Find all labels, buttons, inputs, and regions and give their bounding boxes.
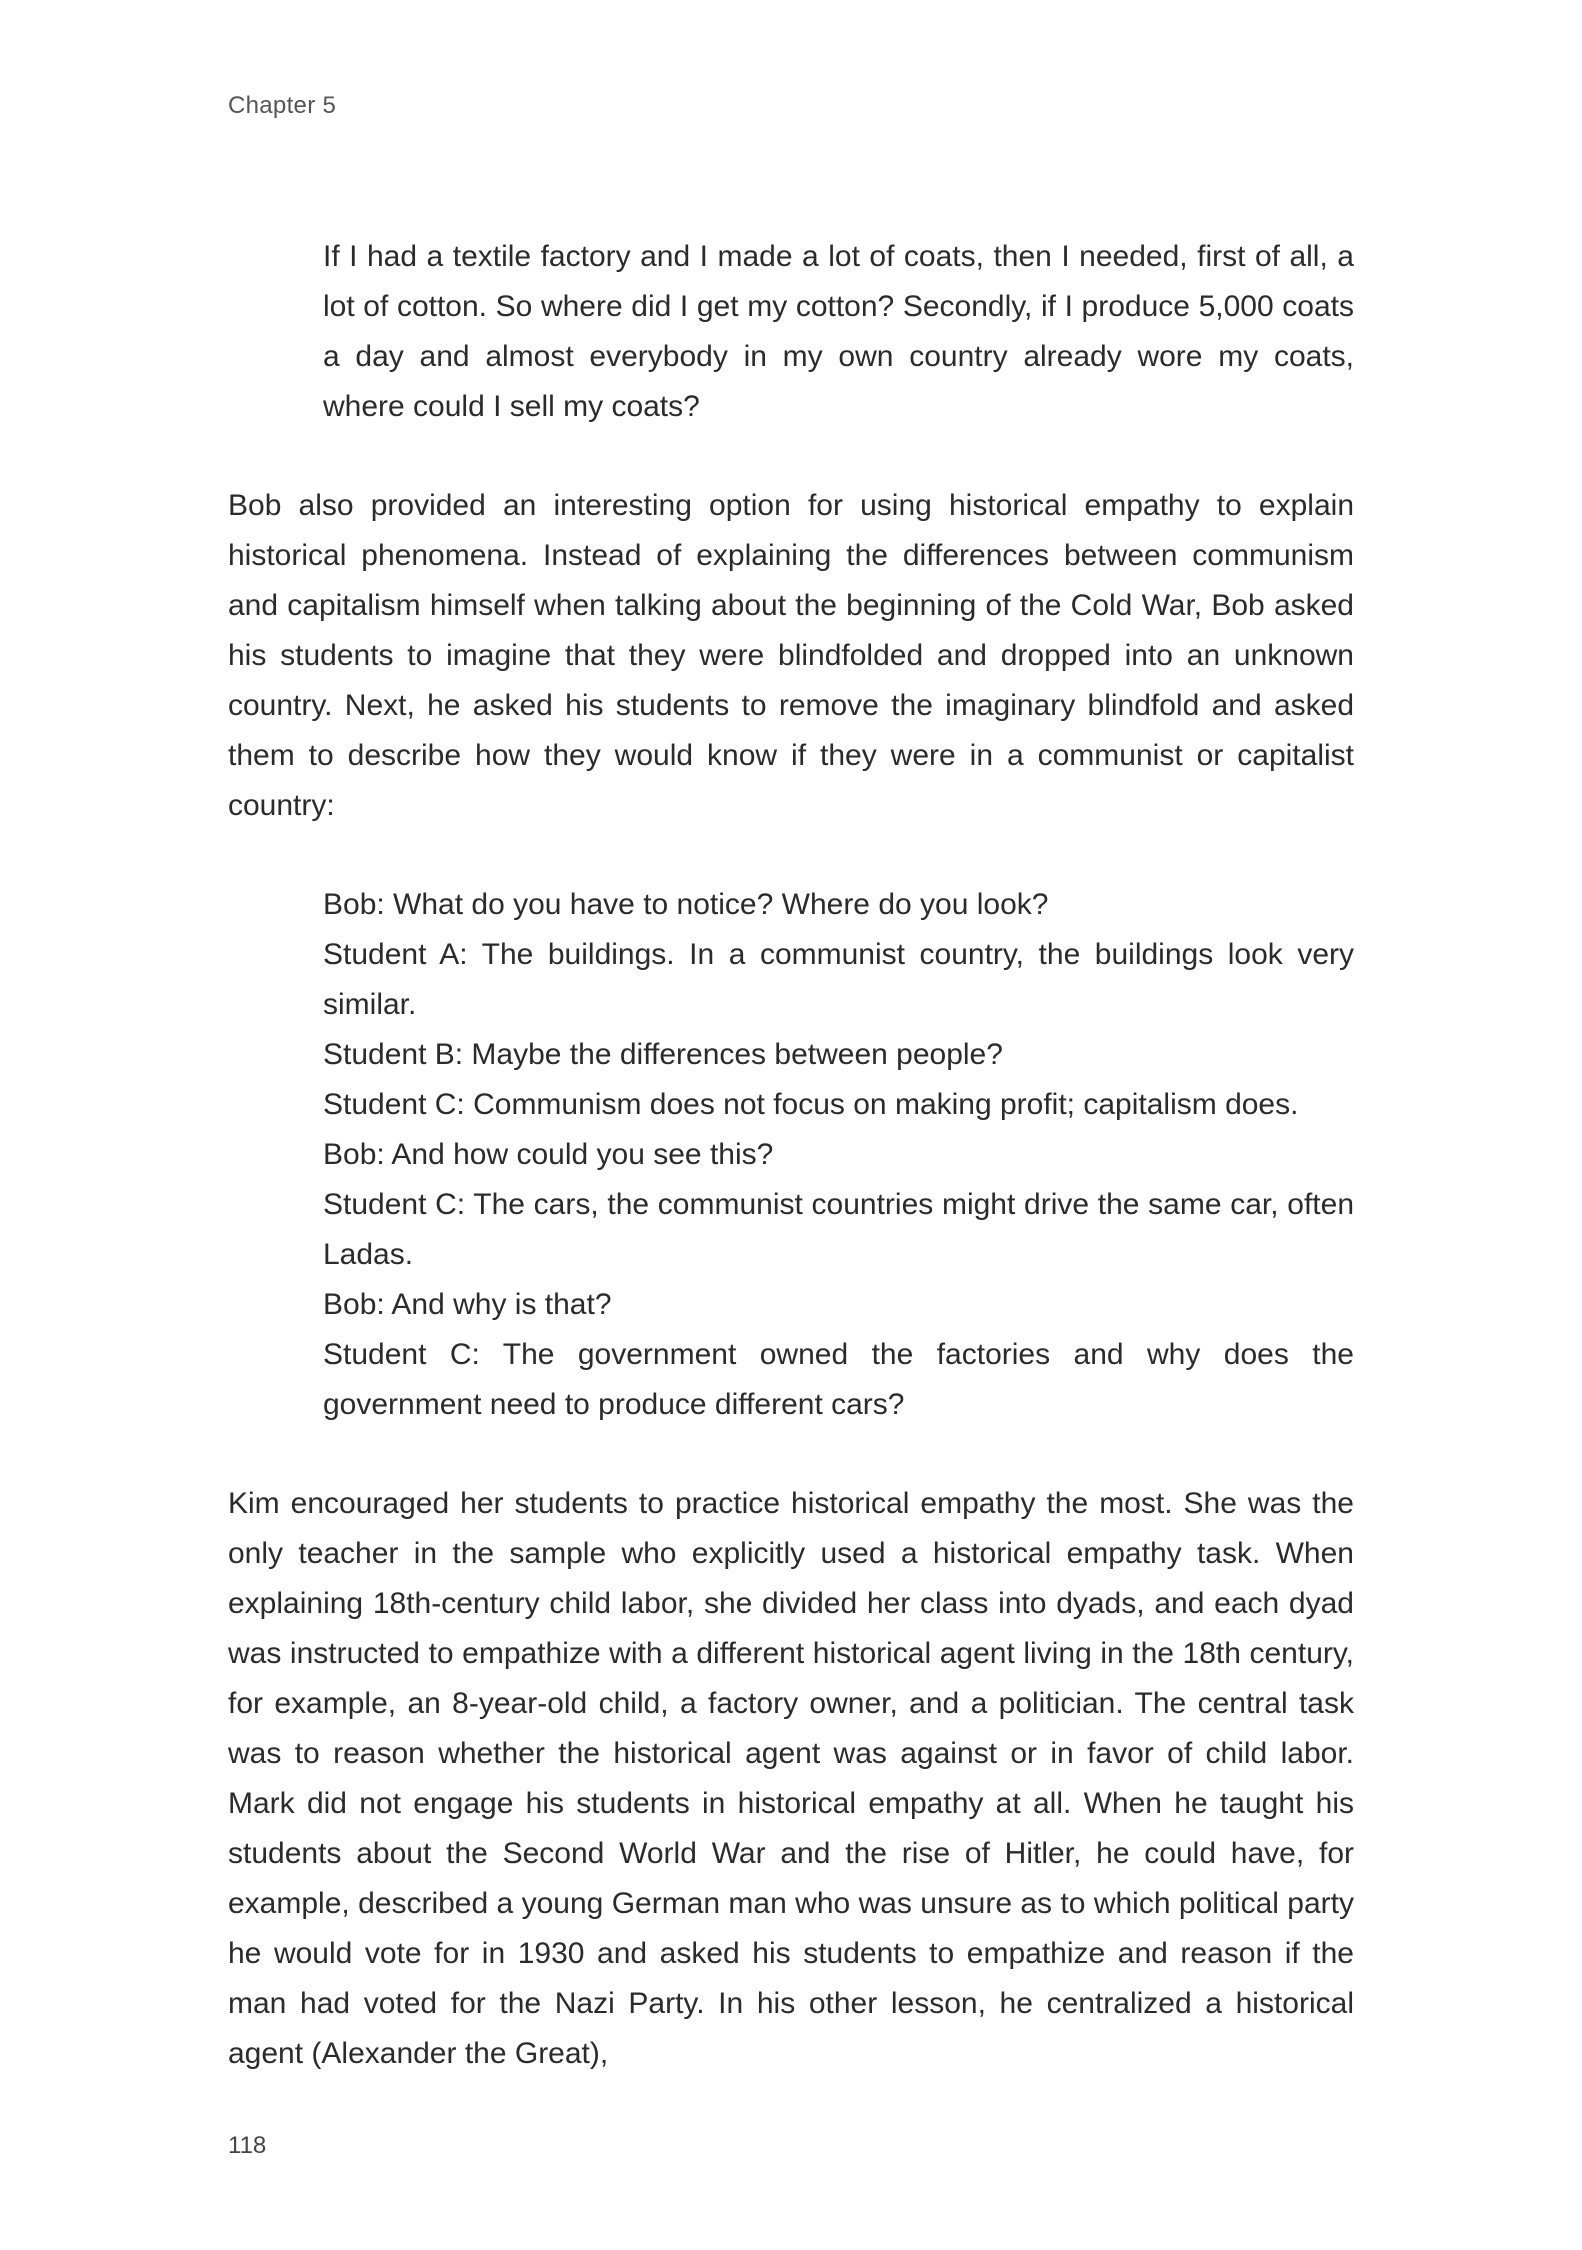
quote-text: If I had a textile factory and I made a lot of coats, then I needed, first of all, a lot of cotton. So where did I get my cotton? Secondly, if I produce 5,000 coats a day and almost everybody in my own country already wore my coats, where could I sell my coats? [323,240,1354,423]
page-number: 118 [228,2132,267,2159]
dialogue-block [323,880,1354,1430]
dialogue-line: Bob: And how could you see this? [323,1138,774,1171]
dialogue-line: Student C: Communism does not focus on making profit; capitalism does. [323,1088,1299,1121]
dialogue-line: Student C: The government owned the factories and why does the government need to produce different cars? [323,1338,1354,1421]
dialogue-line: Bob: What do you have to notice? Where do you look? [323,888,1049,921]
dialogue-line: Bob: And why is that? [323,1288,612,1321]
running-header: Chapter 5 [228,92,337,119]
dialogue-line: Student A: The buildings. In a communist country, the buildings look very similar. [323,938,1354,1021]
main-content [228,232,1354,2079]
dialogue-line: Student C: The cars, the communist countries might drive the same car, often Ladas. [323,1188,1354,1271]
dialogue-line: Student B: Maybe the differences between people? [323,1038,1003,1071]
body-paragraph: Bob also provided an interesting option for using historical empathy to explain historical phenomena. Instead of explaining the differences between communism and capitalism himself when talking about the beginning of the Cold War, Bob asked his students to imagine that they were blindfolded and dropped into an unknown country. Next, he asked his students to remove the imaginary blindfold and asked them to describe how they would know if they were in a communist or capitalist country: [228,489,1354,822]
block-quote [323,232,1354,432]
body-paragraph: Kim encouraged her students to practice historical empathy the most. She was the only teacher in the sample who explicitly used a historical empathy task. When explaining 18th-century child labor, she divided her class into dyads, and each dyad was instructed to empathize with a different historical agent living in the 18th century, for example, an 8-year-old child, a factory owner, and a politician. The central task was to reason whether the historical agent was against or in favor of child labor. Mark did not engage his students in historical empathy at all. When he taught his students about the Second World War and the rise of Hitler, he could have, for example, described a young German man who was unsure as to which political party he would vote for in 1930 and asked his students to empathize and reason if the man had voted for the Nazi Party. In his other lesson, he centralized a historical agent (Alexander the Great), [228,1487,1354,2070]
